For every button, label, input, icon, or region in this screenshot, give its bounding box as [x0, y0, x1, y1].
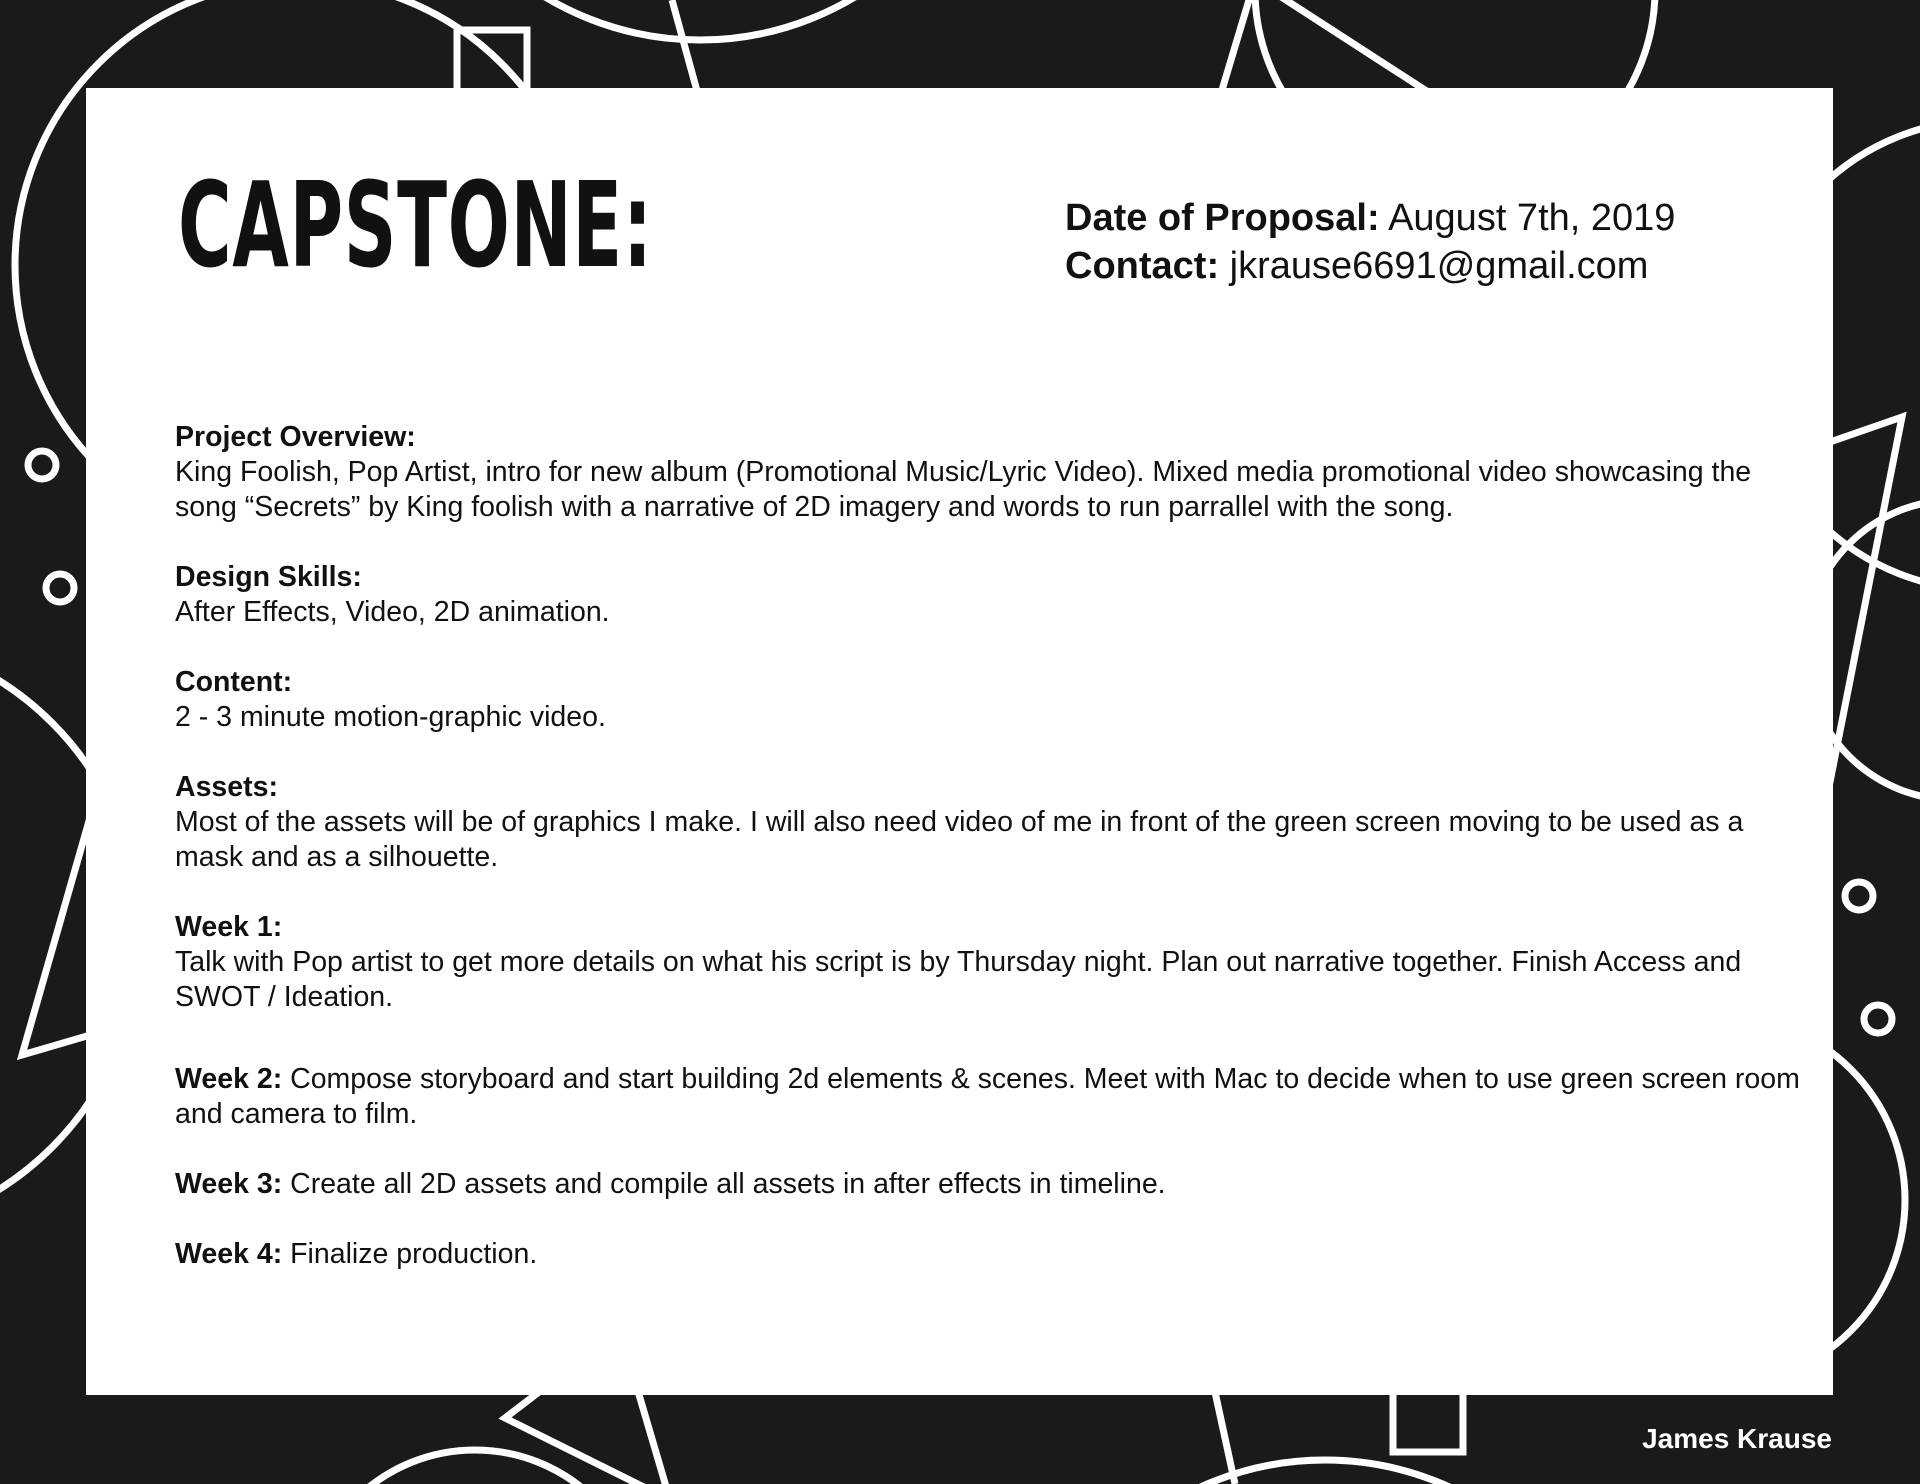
author-name: James Krause [1642, 1423, 1832, 1454]
section-body: Talk with Pop artist to get more details on what his script is by Thursday night. Plan out narrative together. Finish Access and SWOT / Ideation. [175, 946, 1742, 1013]
section-body: 2 - 3 minute motion-graphic video. [175, 701, 606, 733]
bg-ring-right-2 [1864, 1005, 1892, 1033]
section-design-skills [175, 560, 1815, 630]
section-heading: Week 4: [175, 1238, 283, 1270]
section-heading: Content: [175, 666, 293, 698]
section-content [175, 665, 1815, 735]
section-body: Create all 2D assets and compile all assets in after effects in timeline. [282, 1168, 1166, 1200]
bg-circle-bottom-right [1025, 1460, 1625, 1484]
section-heading: Project Overview: [175, 421, 416, 453]
proposal-content [175, 420, 1815, 1272]
section-heading: Design Skills: [175, 561, 362, 593]
bg-ring-left-1 [28, 451, 56, 479]
contact-line [1065, 242, 1675, 290]
section-heading: Week 1: [175, 911, 283, 943]
proposal-meta [1065, 194, 1675, 290]
bg-ring-left-2 [46, 574, 74, 602]
contact-label: Contact: [1065, 245, 1220, 287]
section-body: King Foolish, Pop Artist, intro for new album (Promotional Music/Lyric Video). Mixed media promotional video showcasing the song “Secrets” by King foolish with a narrative of 2D imagery and words to run parrallel with the song. [175, 456, 1752, 523]
date-label: Date of Proposal: [1065, 197, 1380, 239]
section-week-3 [175, 1167, 1815, 1202]
bg-line-bottom [1215, 1392, 1235, 1484]
bg-circle-top-center [400, 0, 1000, 40]
proposal-panel [86, 88, 1833, 1395]
section-assets [175, 770, 1815, 875]
section-week-1 [175, 910, 1815, 1015]
section-body: After Effects, Video, 2D animation. [175, 596, 610, 628]
page-title: CAPSTONE: [178, 156, 653, 294]
section-body: Finalize production. [282, 1238, 538, 1270]
section-heading: Week 3: [175, 1168, 283, 1200]
section-heading: Week 2: [175, 1063, 283, 1095]
bg-circle-bottom-left [305, 1450, 645, 1484]
section-body: Compose storyboard and start building 2d elements & scenes. Meet with Mac to decide when to use green screen room and camera to film. [175, 1063, 1800, 1130]
bg-ring-right-1 [1845, 882, 1873, 910]
date-line [1065, 194, 1675, 242]
section-week-4 [175, 1237, 1815, 1272]
contact-value: jkrause6691@gmail.com [1219, 245, 1649, 287]
date-value: August 7th, 2019 [1379, 197, 1676, 239]
section-project-overview [175, 420, 1815, 525]
section-body: Most of the assets will be of graphics I make. I will also need video of me in front of the green screen moving to be used as a mask and as a silhouette. [175, 806, 1744, 873]
section-heading: Assets: [175, 771, 278, 803]
section-week-2 [175, 1062, 1815, 1132]
